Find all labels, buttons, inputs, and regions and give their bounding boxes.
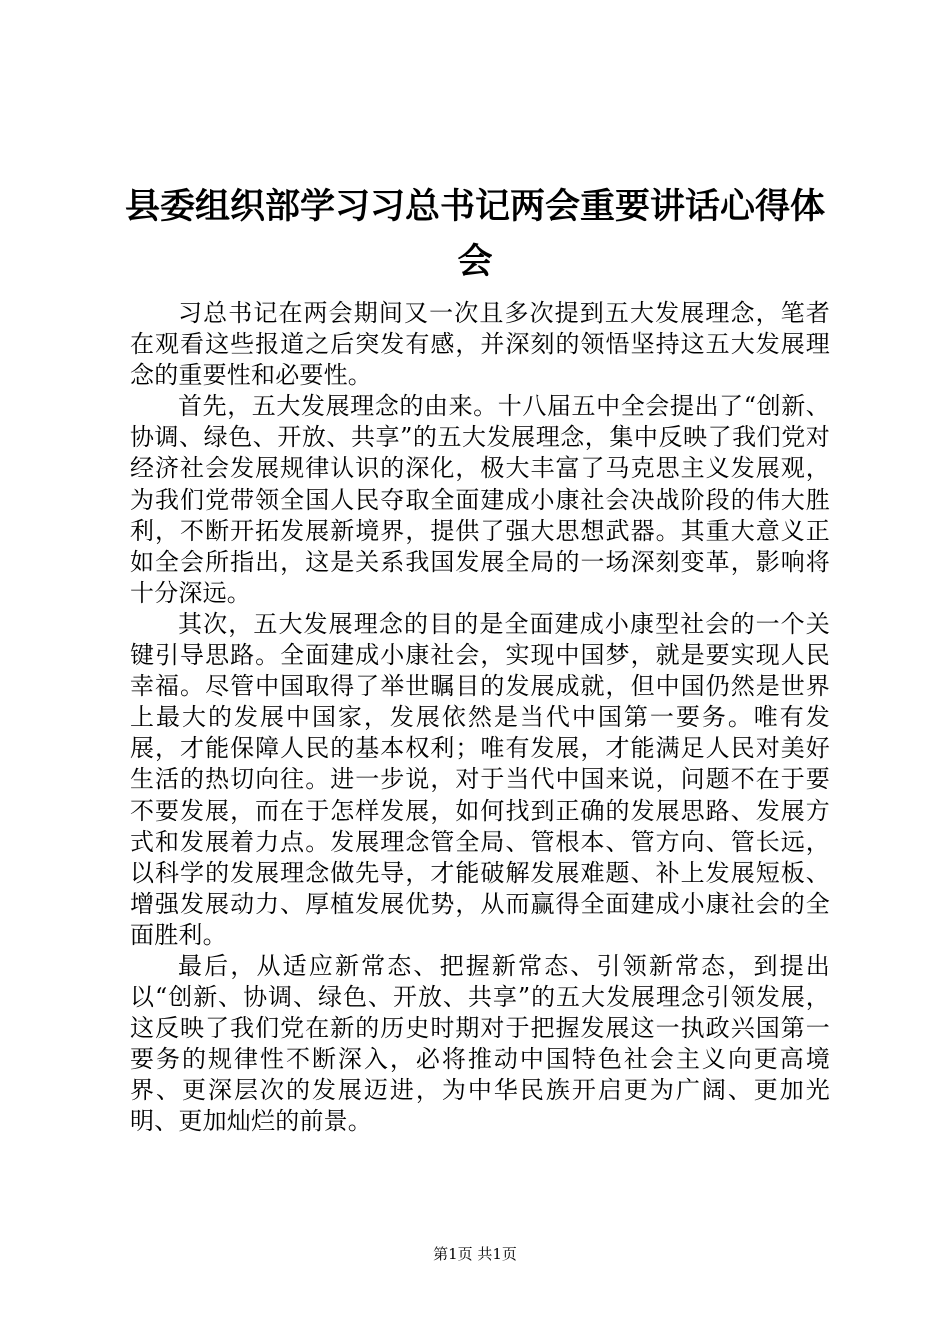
paragraph-1: 习总书记在两会期间又一次且多次提到五大发展理念，笔者在观看这些报道之后突发有感，并深刻的领悟坚持这五大发展理念的重要性和必要性。 (130, 299, 830, 390)
page-number: 第1页 共1页 (433, 1245, 517, 1263)
paragraph-2: 首先，五大发展理念的由来。十八届五中全会提出了“创新、协调、绿色、开放、共享”的五大发展理念，集中反映了我们党对经济社会发展规律认识的深化，极大丰富了马克思主义发展观，为我们党带领全国人民夺取全面建成小康社会决战阶段的伟大胜利，不断开拓发展新境界，提供了强大思想武器。其重大意义正如全会所指出，这是关系我国发展全局的一场深刻变革，影响将十分深远。 (130, 392, 830, 607)
document-body (130, 298, 830, 1138)
document-title: 县委组织部学习习总书记两会重要讲话心得体会 (124, 187, 825, 282)
paragraph-3: 其次，五大发展理念的目的是全面建成小康型社会的一个关键引导思路。全面建成小康社会，实现中国梦，就是要实现人民幸福。尽管中国取得了举世瞩目的发展成就，但中国仍然是世界上最大的发展中国家，发展依然是当代中国第一要务。唯有发展，才能保障人民的基本权利；唯有发展，才能满足人民对美好生活的热切向往。进一步说，对于当代中国来说，问题不在于要不要发展，而在于怎样发展，如何找到正确的发展思路、发展方式和发展着力点。发展理念管全局、管根本、管方向、管长远，以科学的发展理念做先导，才能破解发展难题、补上发展短板、增强发展动力、厚植发展优势，从而赢得全面建成小康社会的全面胜利。 (130, 609, 830, 949)
page-footer (0, 1244, 950, 1264)
paragraph-4: 最后，从适应新常态、把握新常态、引领新常态，到提出以“创新、协调、绿色、开放、共享”的五大发展理念引领发展，这反映了我们党在新的历史时期对于把握发展这一执政兴国第一要务的规律性不断深入，必将推动中国特色社会主义向更高境界、更深层次的发展迈进，为中华民族开启更为广阔、更加光明、更加灿烂的前景。 (130, 951, 830, 1136)
